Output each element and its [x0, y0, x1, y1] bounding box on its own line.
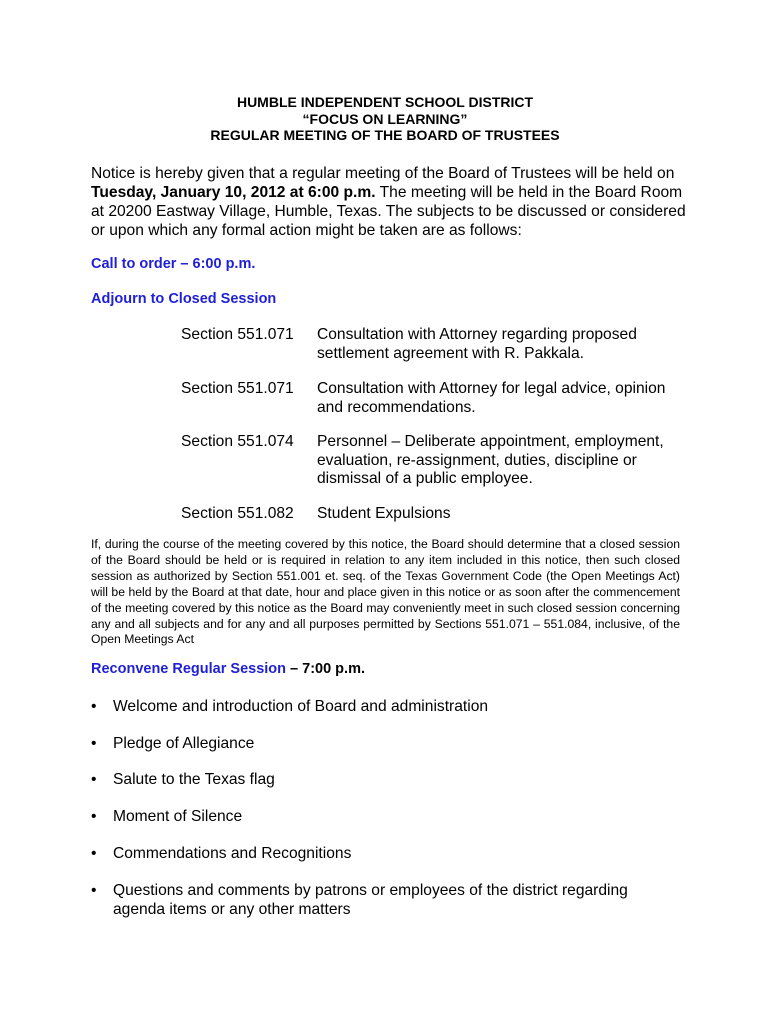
section-number: Section 551.071 [181, 326, 294, 343]
reconvene-label: Reconvene Regular Session [91, 661, 287, 677]
call-to-order-heading: Call to order – 6:00 p.m. [91, 256, 256, 272]
meeting-title: REGULAR MEETING OF THE BOARD OF TRUSTEES [210, 127, 560, 143]
agenda-item-text: Questions and comments by patrons or employees of the district regarding agenda items or any other matters [113, 882, 628, 918]
section-number: Section 551.071 [181, 380, 294, 397]
bullet-icon: • [91, 808, 97, 825]
closed-session-heading: Adjourn to Closed Session [91, 291, 277, 307]
section-description: Student Expulsions [317, 505, 451, 522]
document-header [0, 94, 770, 144]
section-number: Section 551.082 [181, 505, 294, 522]
meeting-notice [91, 164, 691, 240]
bullet-icon: • [91, 735, 97, 752]
bullet-icon: • [91, 845, 97, 862]
reconvene-time: – 7:00 p.m. [286, 661, 365, 677]
district-motto: “FOCUS ON LEARNING” [302, 110, 468, 127]
agenda-item-text: Pledge of Allegiance [113, 735, 255, 752]
section-number: Section 551.074 [181, 433, 294, 450]
section-description: Consultation with Attorney regarding proposed settlement agreement with R. Pakkala. [317, 326, 637, 362]
closed-session-paragraph: If, during the course of the meeting covered by this notice, the Board should determine that a closed session of the Board should be held or is required in relation to any item included in this notice, then such closed session as authorized by Section 551.001 et. seq. of the Texas Government Code (the Open Meetings Act) will be held by the Board at that date, hour and place given in this notice or as soon after the commencement of the meeting covered by this notice as the Board may conveniently meet in such closed session concerning any and all subjects and for any and all purposes permitted by Sections 551.071 – 551.084, inclusive, of the Open Meetings Act [91, 537, 680, 647]
agenda-item-text: Salute to the Texas flag [113, 771, 275, 788]
bullet-icon: • [91, 882, 97, 899]
bullet-icon: • [91, 771, 97, 788]
notice-intro: Notice is hereby given that a regular meeting of the Board of Trustees will be held on [91, 165, 675, 182]
section-description: Consultation with Attorney for legal advice, opinion and recommendations. [317, 380, 666, 416]
reconvene-heading [91, 661, 365, 677]
bullet-icon: • [91, 698, 97, 715]
agenda-item-text: Moment of Silence [113, 808, 243, 825]
section-description: Personnel – Deliberate appointment, employment, evaluation, re-assignment, duties, discipline or dismissal of a public employee. [317, 433, 664, 487]
agenda-item-text: Commendations and Recognitions [113, 845, 352, 862]
agenda-item-text: Welcome and introduction of Board and administration [113, 698, 489, 715]
notice-details: The meeting will be held in the Board Room at 20200 Eastway Village, Humble, Texas. The subjects to be discussed or considered or upon which any formal action might be taken are as follows: [91, 184, 686, 239]
district-name: HUMBLE INDEPENDENT SCHOOL DISTRICT [236, 94, 534, 110]
meeting-date: Tuesday, January 10, 2012 at 6:00 p.m. [91, 184, 376, 201]
